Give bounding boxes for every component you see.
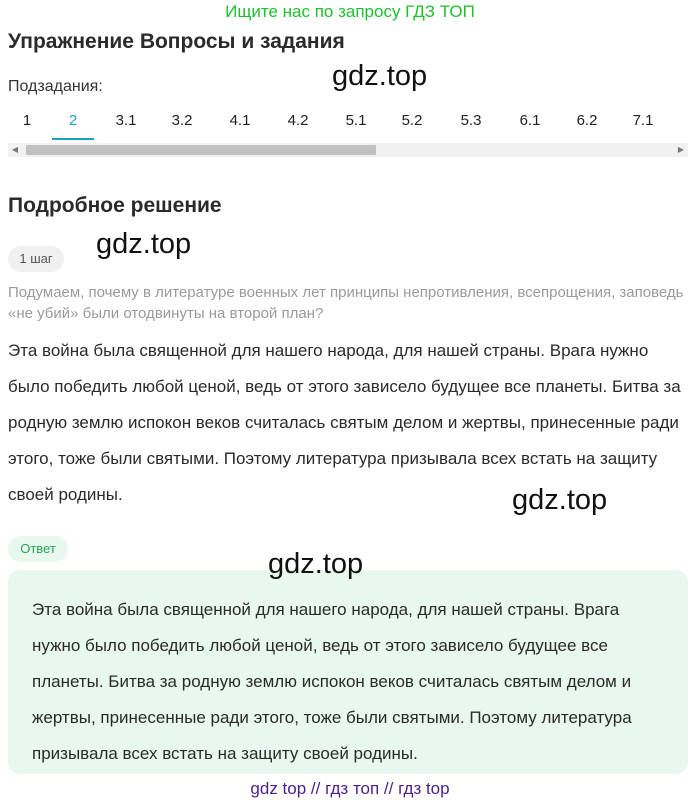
tab-6-1[interactable]: 6.1 bbox=[519, 112, 541, 129]
tab-3-2[interactable]: 3.2 bbox=[171, 112, 193, 129]
tab-5-3[interactable]: 5.3 bbox=[460, 112, 482, 129]
subtasks-label: Подзадания: bbox=[8, 78, 103, 95]
footer-links: gdz top // гдз топ // гдз top bbox=[250, 779, 450, 798]
exercise-title: Упражнение Вопросы и задания bbox=[8, 30, 345, 53]
scroll-right-arrow-icon[interactable]: ▶ bbox=[677, 145, 685, 154]
step-text: Эта война была священной для нашего народа, для нашей страны. Врага нужно было победить любой ценой, ведь от этого зависело будущее все планеты. Битва за родную землю испокон веков считалась святым делом и жертвы, принесенные ради этого, тоже были святыми. Поэтому литература призывала всех встать на защиту своей родины. bbox=[8, 341, 681, 504]
tab-5-1[interactable]: 5.1 bbox=[345, 112, 367, 129]
tab-7-1[interactable]: 7.1 bbox=[632, 112, 654, 129]
answer-badge: Ответ bbox=[8, 536, 68, 562]
tab-2[interactable]: 2 bbox=[68, 112, 78, 129]
tab-1[interactable]: 1 bbox=[22, 112, 32, 129]
top-banner: Ищите нас по запросу ГДЗ ТОП bbox=[225, 2, 475, 21]
tab-3-1[interactable]: 3.1 bbox=[115, 112, 137, 129]
answer-text: Эта война была священной для нашего народа, для нашей страны. Врага нужно было победить любой ценой, ведь от этого зависело будущее все планеты. Битва за родную землю испокон веков считалась святым делом и жертвы, принесенные ради этого, тоже были святыми. Поэтому литература призывала всех встать на защиту своей родины. bbox=[32, 600, 632, 763]
watermark: gdz.top bbox=[268, 548, 364, 580]
tab-6-2[interactable]: 6.2 bbox=[576, 112, 598, 129]
active-tab-underline bbox=[52, 138, 94, 140]
watermark: gdz.top bbox=[512, 484, 608, 516]
subtask-tabs bbox=[0, 108, 690, 140]
question-text: Подумаем, почему в литературе военных лет принципы непротивления, всепрощения, заповедь «не убий» были отодвинуты на второй план? bbox=[8, 284, 684, 322]
solution-title: Подробное решение bbox=[8, 194, 222, 217]
watermark: gdz.top bbox=[332, 60, 428, 92]
tabs-scrollbar[interactable] bbox=[8, 143, 688, 157]
tab-4-2[interactable]: 4.2 bbox=[287, 112, 309, 129]
step-badge: 1 шаг bbox=[8, 246, 64, 272]
watermark: gdz.top bbox=[96, 228, 192, 260]
answer-box bbox=[8, 570, 688, 774]
tab-5-2[interactable]: 5.2 bbox=[401, 112, 423, 129]
scroll-left-arrow-icon[interactable]: ◀ bbox=[11, 145, 19, 154]
tab-4-1[interactable]: 4.1 bbox=[229, 112, 251, 129]
scrollbar-thumb[interactable] bbox=[26, 145, 376, 155]
